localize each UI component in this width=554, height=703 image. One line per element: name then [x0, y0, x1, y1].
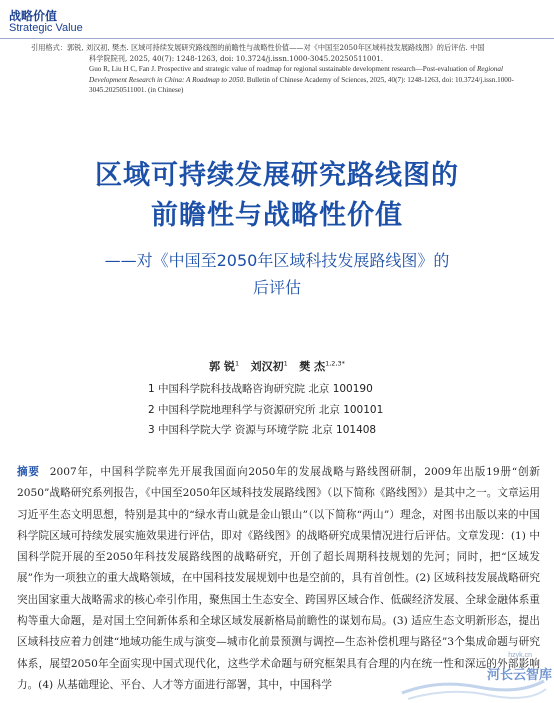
- citation-en-line3: 3045.20250511001. (in Chinese): [89, 86, 184, 94]
- citation-en-italic1: Regional: [477, 65, 503, 73]
- author-liu-affil: 1: [283, 359, 288, 368]
- affiliation-3: 3 中国科学院大学 资源与环境学院 北京 101408: [148, 424, 377, 436]
- article-title-line1: 区域可持续发展研究路线图的: [95, 160, 459, 191]
- citation-zh-line2: 科学院院刊, 2025, 40(7): 1248-1263, doi: 10.3724/j.issn.1000-3045.20250511001.: [89, 53, 384, 63]
- header-divider: [0, 38, 554, 39]
- article-title-line2: 前瞻性与战略性价值: [151, 200, 403, 231]
- author-guo: 郭 锐: [209, 360, 235, 373]
- abstract-text: 2007年，中国科学院率先开展我国面向2050年的发展战略与路线图研制，2009年出版19册“创新2050”战略研究系列报告，《中国至2050年区域科技发展路线图》（以下简称《路线图》）是其中之一。文章运用习近平生态文明思想，特别是其中的“绿水青山就是金山银山”（以下简称“两山”）理念，对图书出版以来的中国科学院区域可持续发展实施效果进行评估，即对《路线图》的战略研究成果情况进行后评估。文章发现：(1) 中国科学院开展的至2050年科技发展路线图的战略研究，开创了超长周期科技规划的先河；同时，把“区域发展”作为一项独立的重大战略领域，在中国科技发展规划中也是空前的，具有首创性。(2) 区域科技发展战略研究突出国家重大战略需求的核心牵引作用，聚焦国土生态安全、跨国界区域合作、低碳经济发展、全球金融体系重构等重大命题，是对国土空间新体系和全球区域发展新格局前瞻性的谋划布局。(3) 适应生态文明新形态，提出区域科技应着力创建“地域功能生成与演变—城市化前景预测与调控—生态补偿机理与路径”3个集成命题与研究体系，展望2050年全面实现中国式现代化，这些学术命题与研究框架具有合理的内在统一性和深远的外部影响力。(4) 从基础理论、平台、人才等方面进行部署，其中，中国科学: [17, 466, 540, 691]
- citation-en-italic2: Development Research in China: A Roadmap to 2050: [89, 75, 244, 84]
- citation-en-text2: . Bulletin of Chinese Academy of Sciences, 2025, 40(7): 1248-1263, doi: 10.3724/j.issn.1000-: [243, 75, 514, 84]
- author-fan-affil: 1,2,3*: [325, 359, 345, 368]
- author-list: [0, 358, 554, 374]
- affiliation-2: 2 中国科学院地理科学与资源研究所 北京 100101: [148, 404, 384, 416]
- abstract-label: 摘要: [17, 466, 40, 478]
- article-subtitle-line1: ——对《中国至2050年区域科技发展路线图》的: [104, 251, 450, 270]
- citation-zh-line1: [31, 43, 543, 54]
- journal-header-cn: 战略价值: [9, 9, 58, 23]
- citation-block: [31, 43, 543, 96]
- article-subtitle-line2: 后评估: [252, 278, 301, 297]
- affiliation-1: 1 中国科学院科技战略咨询研究院 北京 100190: [148, 383, 373, 395]
- citation-zh-text1: 郭锐, 刘汉初, 樊杰. 区域可持续发展研究路线图的前瞻性与战略性价值——对《中国至2050年区域科技发展路线图》的后评估. 中国: [66, 43, 485, 52]
- citation-en-text1: Guo R, Liu H C, Fan J. Prospective and strategic value of roadmap for regional sustainable development research—Post-evaluation of: [89, 65, 478, 73]
- citation-en-line1: [31, 64, 543, 75]
- journal-header-en: Strategic Value: [9, 22, 83, 34]
- citation-en-line2: [31, 75, 543, 86]
- author-fan: 樊 杰: [299, 360, 326, 373]
- author-guo-affil: 1: [234, 359, 240, 368]
- watermark-text: 河长云智库: [486, 668, 552, 683]
- watermark-url: hzyk.cn: [508, 652, 532, 659]
- citation-label: 引用格式：: [31, 43, 67, 52]
- author-liu: 刘汉初: [250, 360, 284, 373]
